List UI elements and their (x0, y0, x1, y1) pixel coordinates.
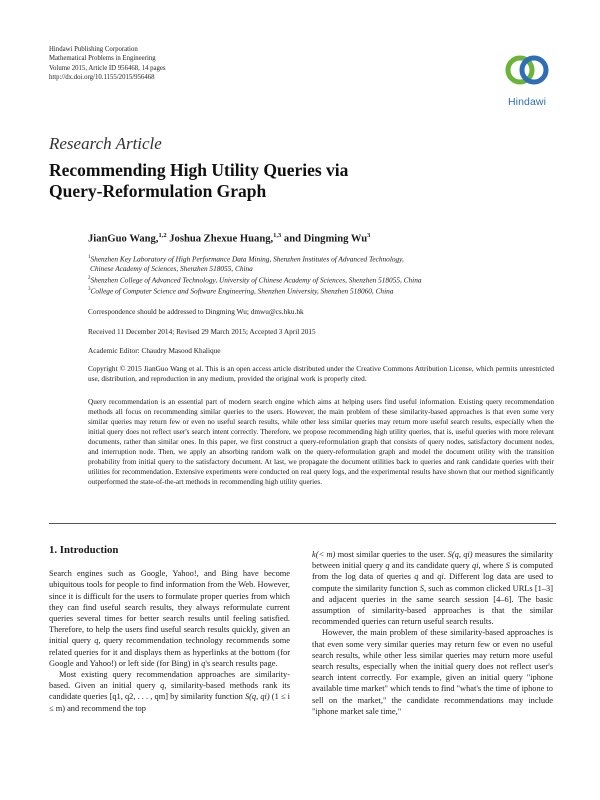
logo-wordmark: Hindawi (507, 96, 547, 108)
title-line-1: Recommending High Utility Queries via (49, 160, 349, 180)
section-divider (49, 523, 556, 524)
title-line-2: Query-Reformulation Graph (49, 180, 267, 201)
author-1-affil: 1,2 (158, 232, 167, 239)
correspondence: Correspondence should be addressed to Dingming Wu; dmwu@cs.hku.hk (88, 307, 304, 316)
doi-link[interactable]: http://dx.doi.org/10.1155/2015/956468 (49, 74, 155, 82)
author-3-affil: 3 (367, 232, 371, 239)
journal-header (49, 45, 166, 83)
dates: Received 11 December 2014; Revised 29 March 2015; Accepted 3 April 2015 (88, 327, 316, 336)
publisher: Hindawi Publishing Corporation (49, 46, 138, 53)
right-column (312, 549, 553, 717)
article-type: Research Article (49, 134, 162, 153)
section-heading: 1. Introduction (49, 544, 119, 556)
author-list (88, 232, 568, 245)
author-2-affil: 1,3 (273, 232, 282, 239)
volume-info: Volume 2015, Article ID 956468, 14 pages (49, 64, 166, 72)
affiliation-1: $^1$Shenzhen Key Laboratory of High Performance Data Mining, Shenzhen Institutes of Advanced Technology, (88, 254, 404, 264)
academic-editor: Academic Editor: Chaudry Masood Khalique (88, 346, 221, 355)
affiliation-2: $^2$Shenzhen College of Advanced Technology, University of Chinese Academy of Sciences, Shenzhen 518055, China (88, 275, 422, 285)
author-3: and Dingming Wu (281, 233, 368, 245)
intro-paragraph-3: k(< m) most similar queries to the user. S(q, qi) measures the similarity between initial query q and its candidate query qi, where S is computed from the log data of queries q and qi. Different log data are used to compute the similarity function S, such as common clicked URLs [1–3] and adjacent queries in the same search session [4–6]. The basic assumption of similarity-based approaches is that the similar recommended queries can return useful search results. (312, 550, 554, 627)
affiliation-3: $^3$College of Computer Science and Software Engineering, Shenzhen University, Shenzhen 518060, China (88, 286, 394, 296)
intro-paragraph-1: Search engines such as Google, Yahoo!, and Bing have become ubiquitous tools for people to find information from the Web. However, since it is difficult for the users to formulate proper queries from which they can find useful search results, they always reformulate current queries several times for better search results until feeling satisfied. Therefore, to help the users find useful search results quickly, given an initial query q, query recommendation technology recommends some related queries for it and displays them as hyperlinks at the bottom (for Google and Yahoo!) or left side (for Bing) in q's search results page. (49, 569, 290, 668)
paper-title (49, 160, 569, 201)
journal-name: Mathematical Problems in Engineering (49, 55, 156, 63)
affiliation-1-cont: Chinese Academy of Sciences, Shenzhen 518055, China (90, 264, 253, 274)
author-1: JianGuo Wang, (88, 233, 159, 245)
intro-paragraph-4: However, the main problem of these similarity-based approaches is that even some very similar queries may return few or even no useful search results, while other less similar queries may return more useful search results, especially when the initial query does not reflect user's search intent correctly. For example, given an initial query "iphone available time market" which tends to find "what's the time of iphone to sell on the market," the candidate recommendations may include "iphone market sale time," (312, 628, 553, 716)
author-2: Joshua Zhexue Huang, (166, 233, 274, 245)
intro-paragraph-2: Most existing query recommendation approaches are similarity-based. Given an initial query q, similarity-based methods rank its candidate queries [q1, q2, . . . , qm] by similarity function S(q, qi) (1 ≤ i ≤ m) and recommend the top (49, 670, 290, 713)
copyright: Copyright © 2015 JianGuo Wang et al. This is an open access article distributed under the Creative Commons Attribution License, which permits unrestricted use, distribution, and reproduction in any medium, provided the original work is properly cited. (88, 364, 554, 383)
left-column (49, 545, 290, 714)
affiliations (88, 253, 578, 296)
abstract: Query recommendation is an essential part of modern search engine which aims at helping users find useful information. Existing query recommendation methods all focus on recommending similar queries to the users. However, the main problem of these similarity-based approaches is that even some very similar queries may return few or even no useful search results, while other less similar queries may return more useful search results, especially when the initial query does not reflect user's search intent correctly. Therefore, we propose recommending high utility queries, that is, useful queries with more relevant documents, rather than similar ones. In this paper, we first construct a query-reformulation graph that consists of query nodes, satisfactory document nodes, and interruption node. Then, we apply an absorbing random walk on the query-reformulation graph and model the document utility with the transition probability from initial query to the satisfactory document. At last, we propagate the document utilities back to queries and rank candidate queries with their utilities for recommendation. Extensive experiments were conducted on real query logs, and the experimental results have shown that our method significantly outperformed the state-of-the-art methods in recommending high utility queries. (88, 397, 554, 486)
